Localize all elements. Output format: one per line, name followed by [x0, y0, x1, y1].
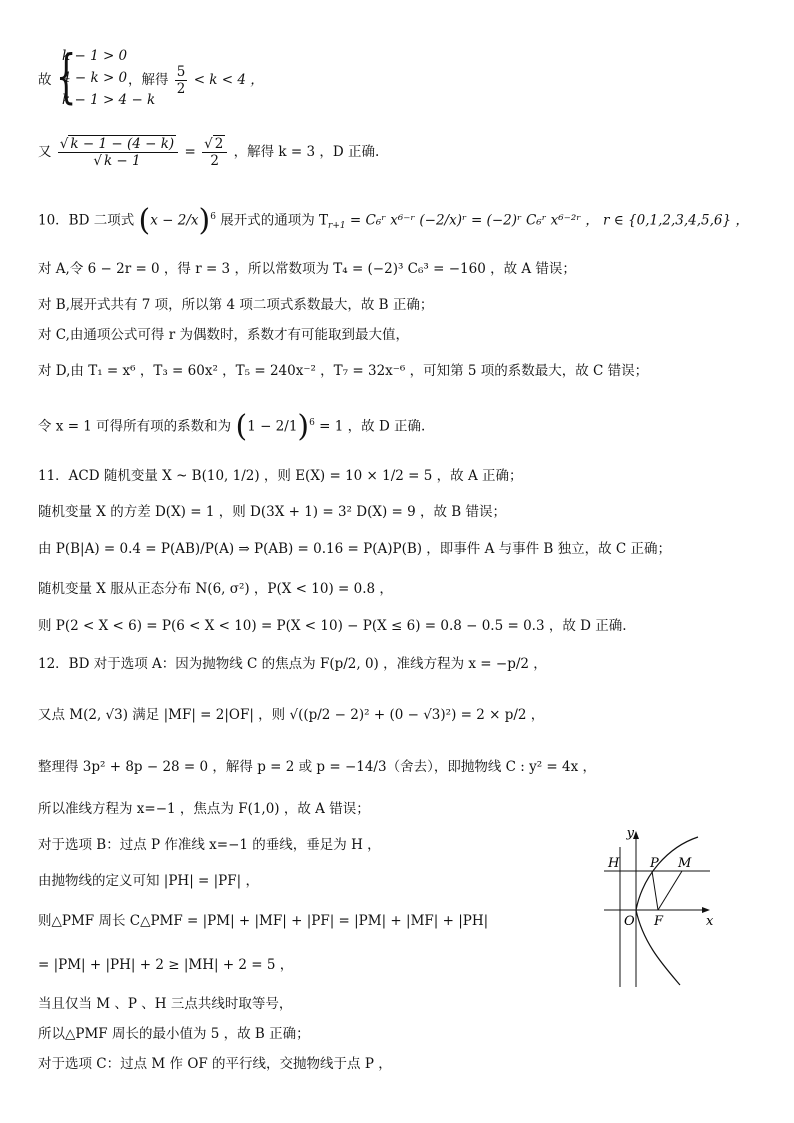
- parabola-figure: [598, 825, 718, 990]
- q10-label: 10．BD 二项式: [38, 212, 135, 229]
- q12-j: 所以△PMF 周长的最小值为 5 ，故 B 正确；: [38, 1026, 310, 1042]
- label-o: O: [624, 914, 635, 929]
- line-you: [38, 136, 379, 169]
- q11-e: 则 P(2 < X < 6) = P(6 < X < 10) = P(X < 10) − P(X ≤ 6) = 0.8 − 0.5 = 0.3 ，故 D 正确.: [38, 618, 627, 634]
- fraction-sqrt: [58, 136, 178, 169]
- fraction-root2: [202, 136, 227, 169]
- q10-formula: = C₆ʳ x⁶⁻ʳ (−2/x)ʳ = (−2)ʳ C₆ʳ x⁶⁻²ʳ ，: [349, 212, 599, 229]
- q12-d: 所以准线方程为 x=−1 ，焦点为 F(1,0) ，故 A 错误；: [38, 801, 370, 817]
- q10-a: 对 A,令 6 − 2r = 0 ，得 r = 3 ，所以常数项为 T₄ = (−2)³ C₆³ = −160 ，故 A 错误；: [38, 261, 576, 277]
- line-gu: 故: [38, 72, 52, 88]
- conclusion-d: ，解得 k = 3 ，D 正确.: [233, 144, 380, 160]
- q10-mid: 展开式的通项为 T: [220, 212, 329, 229]
- q12-h: = |PM| + |PH| + 2 ≥ |MH| + 2 = 5 ，: [38, 957, 294, 973]
- segment-pf: [652, 871, 658, 910]
- equals: =: [184, 144, 196, 160]
- frac-num: √ k − 1 − (4 − k): [58, 136, 178, 153]
- sqrt-den: k − 1: [103, 153, 141, 169]
- label-h: H: [608, 856, 620, 871]
- frac-den: 2: [210, 153, 219, 169]
- root-num: 2: [214, 136, 224, 152]
- q10-b: 对 B,展开式共有 7 项，所以第 4 项二项式系数最大，故 B 正确；: [38, 297, 434, 313]
- q10-binomial: x − 2/x: [150, 212, 199, 229]
- q12-a: 12．BD 对于选项 A：因为抛物线 C 的焦点为 F(p/2, 0) ，准线方程为 x = −p/2 ，: [38, 656, 547, 672]
- label-f: F: [654, 914, 664, 929]
- q12-i: 当且仅当 M 、P 、H 三点共线时取等号，: [38, 996, 293, 1012]
- solve-tail: < k < 4 ，: [193, 72, 264, 88]
- q10-e-tail: = 1 ，故 D 正确.: [319, 418, 426, 435]
- q12-f: 由抛物线的定义可知 |PH| = |PF| ，: [38, 873, 259, 889]
- segment-mf: [658, 871, 682, 910]
- q11-c: 由 P(B|A) = 0.4 = P(AB)/P(A) ⇒ P(AB) = 0.16 = P(A)P(B) ，即事件 A 与事件 B 独立，故 C 正确；: [38, 541, 672, 557]
- fraction-5-2: [175, 64, 188, 97]
- you-text: 又: [38, 144, 52, 160]
- q11-d: 随机变量 X 服从正态分布 N(6, σ²) ，P(X < 10) = 0.8 ，: [38, 581, 393, 597]
- q12-b: 又点 M(2, √3) 满足 |MF| = 2|OF| ，则 √((p/2 − 2)² + (0 − √3)²) = 2 × p/2 ，: [38, 707, 545, 723]
- q10-d: 对 D,由 T₁ = x⁶ ，T₃ = 60x² ，T₅ = 240x⁻² ，T₇ = 32x⁻⁶ ，可知第 5 项的系数最大，故 C 错误；: [38, 363, 649, 379]
- frac-num: 5: [176, 64, 186, 80]
- q10-header: 10．BD 二项式 $(x - 2/x)^6$ 展开式的通项为 $T_{r+1}$ = C₆ʳ x⁶⁻ʳ (−2/x)ʳ = (−2)ʳ C₆ʳ x⁶⁻²ʳ ， r ∈ {0,1,2,3,4,5,6} ，: [38, 203, 749, 238]
- x-axis-arrow-icon: [702, 907, 710, 913]
- brace: {: [56, 42, 77, 110]
- q12-c: 整理得 3p² + 8p − 28 = 0 ，解得 p = 2 或 p = −14/3（舍去），即抛物线 C : y² = 4x ，: [38, 759, 596, 775]
- label-m: M: [678, 856, 692, 871]
- q10-e: 令 x = 1 可得所有项的系数和为 $(1 - 2/1)^6 = 1$ ，故 D 正确.: [38, 409, 426, 444]
- q12-e: 对于选项 B：过点 P 作准线 x=−1 的垂线，垂足为 H ，: [38, 837, 381, 853]
- q10-e-paren: 1 − 2/1: [247, 418, 298, 435]
- q12-k: 对于选项 C：过点 M 作 OF 的平行线，交抛物线于点 P ，: [38, 1056, 392, 1072]
- label-x: x: [706, 914, 714, 929]
- label-y: y: [626, 826, 634, 841]
- frac-den: √ k − 1: [93, 153, 141, 169]
- frac-den: 2: [176, 81, 186, 97]
- q10-c: 对 C,由通项公式可得 r 为偶数时，系数才有可能取到最大值，: [38, 327, 409, 343]
- q11-a: 11．ACD 随机变量 X ~ B(10, 1/2) ，则 E(X) = 10 × 1/2 = 5 ，故 A 正确；: [38, 468, 523, 484]
- sqrt-num: k − 1 − (4 − k): [70, 136, 175, 152]
- q10-set: r ∈ {0,1,2,3,4,5,6} ，: [603, 212, 749, 229]
- q11-b: 随机变量 X 的方差 D(X) = 1 ，则 D(3X + 1) = 3² D(X) = 9 ，故 B 错误；: [38, 504, 506, 520]
- frac-num: √ 2: [202, 136, 227, 153]
- line-solve-1: [128, 64, 264, 97]
- system-row-2: 4 − k > 0: [62, 70, 128, 86]
- solve-text: ，解得: [128, 72, 169, 88]
- system-row-3: k − 1 > 4 − k: [62, 92, 156, 108]
- system-row-1: k − 1 > 0: [62, 48, 128, 64]
- q10-e-pre: 令 x = 1 可得所有项的系数和为: [38, 418, 232, 435]
- label-p: P: [650, 856, 659, 871]
- q12-g: 则△PMF 周长 C△PMF = |PM| + |MF| + |PF| = |PM| + |MF| + |PH|: [38, 913, 489, 929]
